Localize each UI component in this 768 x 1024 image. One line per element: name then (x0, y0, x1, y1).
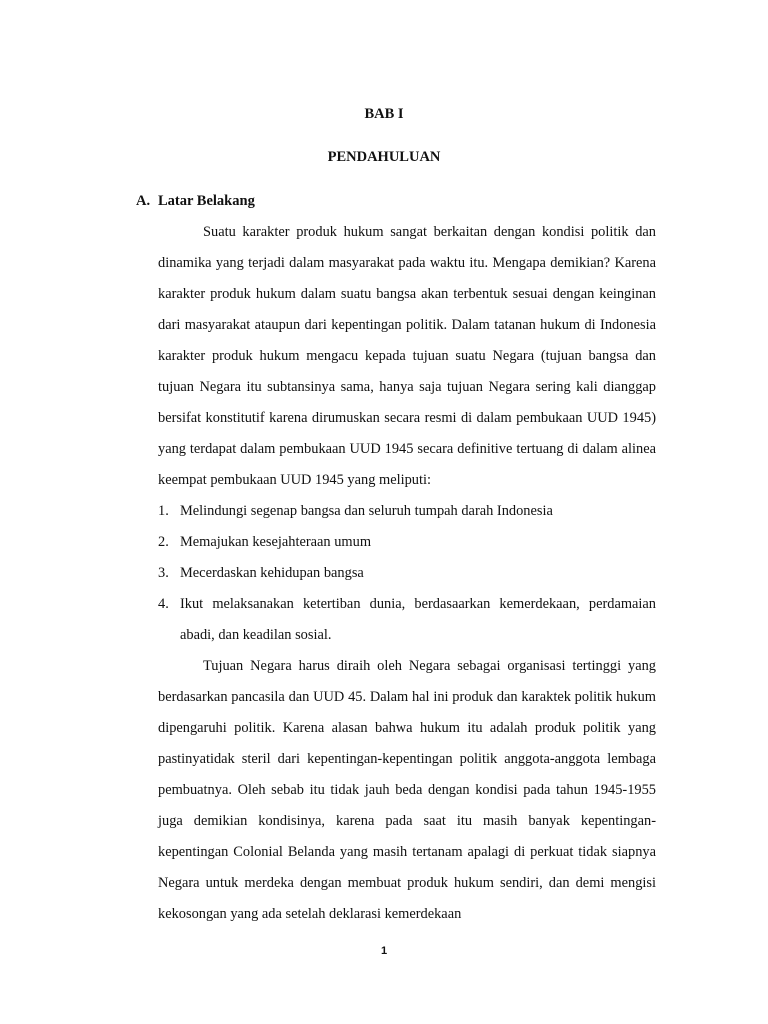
list-number: 4. (158, 596, 169, 612)
list-text: Melindungi segenap bangsa dan seluruh tumpah darah Indonesia (180, 503, 553, 519)
goals-list (158, 496, 656, 651)
list-item (158, 589, 656, 651)
chapter-heading: BAB I (364, 106, 404, 122)
list-item (158, 558, 656, 589)
paragraph-intro (158, 217, 656, 496)
paragraph-text: Suatu karakter produk hukum sangat berkaitan dengan kondisi politik dan dinamika yang terjadi dalam masyarakat pada waktu itu. Mengapa demikian? Karena karakter produk hukum dalam suatu bangsa akan terbentuk sesuai dengan keinginan dari masyarakat ataupun dari kepentingan politik. Dalam tatanan hukum di Indonesia karakter produk hukum mengacu kepada tujuan suatu Negara (tujuan bangsa dan tujuan Negara itu subtansinya sama, hanya saja tujuan Negara sering kali dianggap bersifat konstitutif karena dirumuskan secara resmi di dalam pembukaan UUD 1945) yang terdapat dalam pembukaan UUD 1945 secara definitive tertuang di dalam alinea keempat pembukaan UUD 1945 yang meliputi: (158, 224, 656, 488)
list-text: Memajukan kesejahteraan umum (180, 534, 372, 550)
chapter-title: PENDAHULUAN (327, 149, 441, 165)
list-text: Mecerdaskan kehidupan bangsa (180, 565, 364, 581)
list-number: 3. (158, 565, 169, 581)
section-heading (136, 191, 255, 211)
list-item (158, 527, 656, 558)
list-number: 2. (158, 534, 169, 550)
list-item (158, 496, 656, 527)
page-number: 1 (380, 945, 388, 957)
list-number: 1. (158, 503, 169, 519)
paragraph-text: Tujuan Negara harus diraih oleh Negara sebagai organisasi tertinggi yang berdasarkan pancasila dan UUD 45. Dalam hal ini produk dan karaktek politik hukum dipengaruhi politik. Karena alasan bahwa hukum itu adalah produk politik yang pastinyatidak steril dari kepentingan-kepentingan politik anggota-anggota lembaga pembuatnya. Oleh sebab itu tidak jauh beda dengan kondisi pada tahun 1945-1955 juga demikian kondisinya, karena pada saat itu masih banyak kepentingan-kepentingan Colonial Belanda yang masih tertanam apalagi di perkuat tidak siapnya Negara untuk merdeka dengan membuat produk hukum sendiri, dan demi mengisi kekosongan yang ada setelah deklarasi kemerdekaan (158, 658, 656, 922)
section-letter: A. (136, 193, 151, 209)
section-title: Latar Belakang (158, 193, 255, 209)
list-text: Ikut melaksanakan ketertiban dunia, berdasaarkan kemerdekaan, perdamaian abadi, dan keadilan sosial. (180, 596, 656, 643)
paragraph-goals (158, 651, 656, 930)
